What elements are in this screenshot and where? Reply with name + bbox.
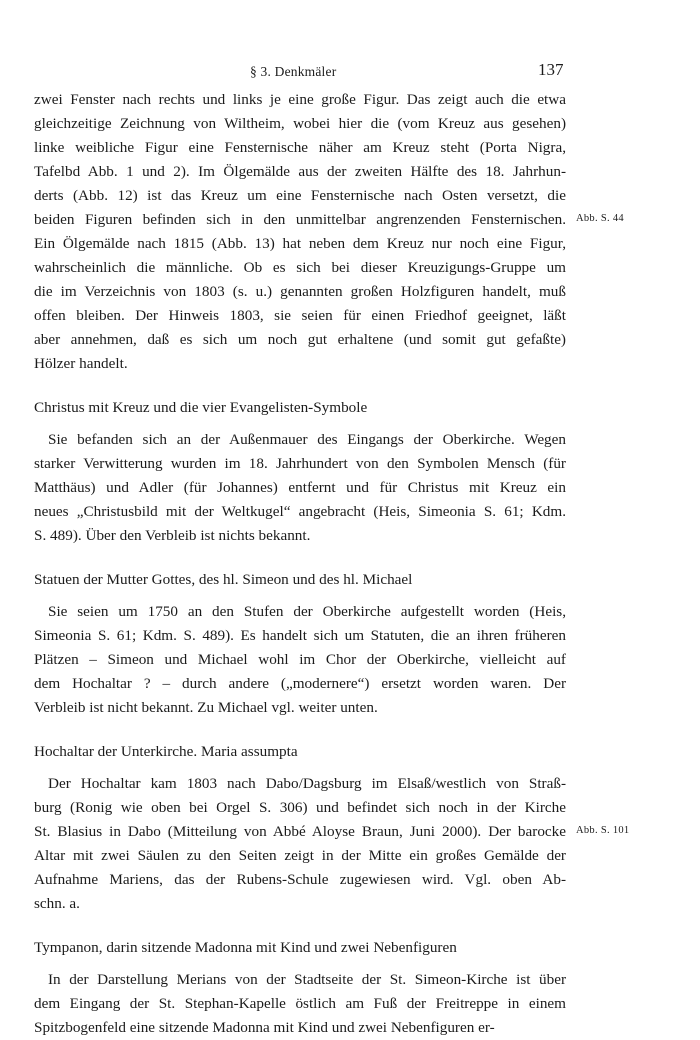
text-line: Sie befanden sich an der Außenmauer des Eingangs der Oberkirche. Wegen: [48, 431, 566, 448]
section-heading: Tympanon, darin sitzende Madonna mit Kind und zwei Nebenfiguren: [34, 939, 457, 956]
paragraph: [34, 600, 566, 720]
text-line: Matthäus) und Adler (für Johannes) entfernt und für Christus mit Kreuz ein: [34, 479, 566, 496]
running-title: § 3. Denkmäler: [250, 64, 337, 79]
text-line: dem Hochaltar ? – durch andere („modernere“) ersetzt worden waren. Der: [34, 675, 566, 692]
text-line: Spitzbogenfeld eine sitzende Madonna mit Kind und zwei Nebenfiguren er-: [34, 1019, 495, 1036]
text-line: Aufnahme Mariens, das der Rubens-Schule zugewiesen wird. Vgl. oben Ab-: [34, 871, 566, 888]
text-line: neues „Christusbild mit der Weltkugel“ angebracht (Heis, Simeonia S. 61; Kdm.: [34, 503, 566, 520]
text-line: aber annehmen, daß es sich um noch gut erhaltene (und somit gut gefaßte): [34, 331, 566, 348]
text-line: beiden Figuren befinden sich in den unmittelbar angrenzenden Fensternischen.: [34, 211, 566, 228]
text-line: In der Darstellung Merians von der Stadtseite der St. Simeon-Kirche ist über: [48, 971, 566, 988]
running-head: [0, 56, 700, 80]
text-line: starker Verwitterung wurden im 18. Jahrhundert von den Symbolen Mensch (für: [34, 455, 566, 472]
page-number: 137: [538, 60, 564, 79]
text-line: Sie seien um 1750 an den Stufen der Oberkirche aufgestellt worden (Heis,: [48, 603, 566, 620]
text-line: Hölzer handelt.: [34, 355, 128, 372]
paragraph: [34, 772, 566, 916]
paragraph: [34, 968, 566, 1040]
text-line: S. 489). Über den Verbleib ist nichts bekannt.: [34, 527, 311, 544]
text-line: offen bleiben. Der Hinweis 1803, sie seien für einen Friedhof geeignet, läßt: [34, 307, 566, 324]
text-line: wahrscheinlich die männliche. Ob es sich bei dieser Kreuzigungs-Gruppe um: [34, 259, 566, 276]
text-line: Ein Ölgemälde nach 1815 (Abb. 13) hat neben dem Kreuz nur noch eine Figur,: [34, 235, 566, 252]
text-line: zwei Fenster nach rechts und links je eine große Figur. Das zeigt auch die etwa: [34, 91, 566, 108]
text-line: derts (Abb. 12) ist das Kreuz um eine Fensternische nach Osten versetzt, die: [34, 187, 566, 204]
margin-note: Abb. S. 101: [576, 825, 630, 836]
paragraph: [34, 428, 566, 548]
text-line: Plätzen – Simeon und Michael wohl im Chor der Oberkirche, vielleicht auf: [34, 651, 566, 668]
text-line: schn. a.: [34, 895, 80, 912]
margin-note: Abb. S. 44: [576, 213, 624, 224]
section-heading: Hochaltar der Unterkirche. Maria assumpta: [34, 743, 298, 760]
text-line: die im Verzeichnis von 1803 (s. u.) genannten großen Holzfiguren handelt, muß: [34, 283, 566, 300]
text-line: dem Eingang der St. Stephan-Kapelle östlich am Fuß der Freitreppe in einem: [34, 995, 566, 1012]
text-line: burg (Ronig wie oben bei Orgel S. 306) und befindet sich noch in der Kirche: [34, 799, 566, 816]
section-heading: Christus mit Kreuz und die vier Evangelisten-Symbole: [34, 399, 368, 416]
body-text: [34, 88, 566, 1040]
section-heading: Statuen der Mutter Gottes, des hl. Simeon und des hl. Michael: [34, 571, 413, 588]
text-line: Verbleib ist nicht bekannt. Zu Michael vgl. weiter unten.: [34, 699, 378, 716]
text-line: Simeonia S. 61; Kdm. S. 489). Es handelt sich um Statuten, die an ihren früheren: [34, 627, 566, 644]
text-line: Der Hochaltar kam 1803 nach Dabo/Dagsburg im Elsaß/westlich von Straß-: [48, 775, 566, 792]
text-line: linke weibliche Figur eine Fensternische näher am Kreuz steht (Porta Nigra,: [34, 139, 566, 156]
text-line: Tafelbd Abb. 1 und 2). Im Ölgemälde aus der zweiten Hälfte des 18. Jahrhun-: [34, 163, 566, 180]
text-line: Altar mit zwei Säulen zu den Seiten zeigt in der Mitte ein großes Gemälde der: [34, 847, 566, 864]
text-line: gleichzeitige Zeichnung von Wiltheim, wobei hier die (vom Kreuz aus gesehen): [34, 115, 566, 132]
text-line: St. Blasius in Dabo (Mitteilung von Abbé Aloyse Braun, Juni 2000). Der barocke: [34, 823, 566, 840]
paragraph: [34, 88, 566, 376]
